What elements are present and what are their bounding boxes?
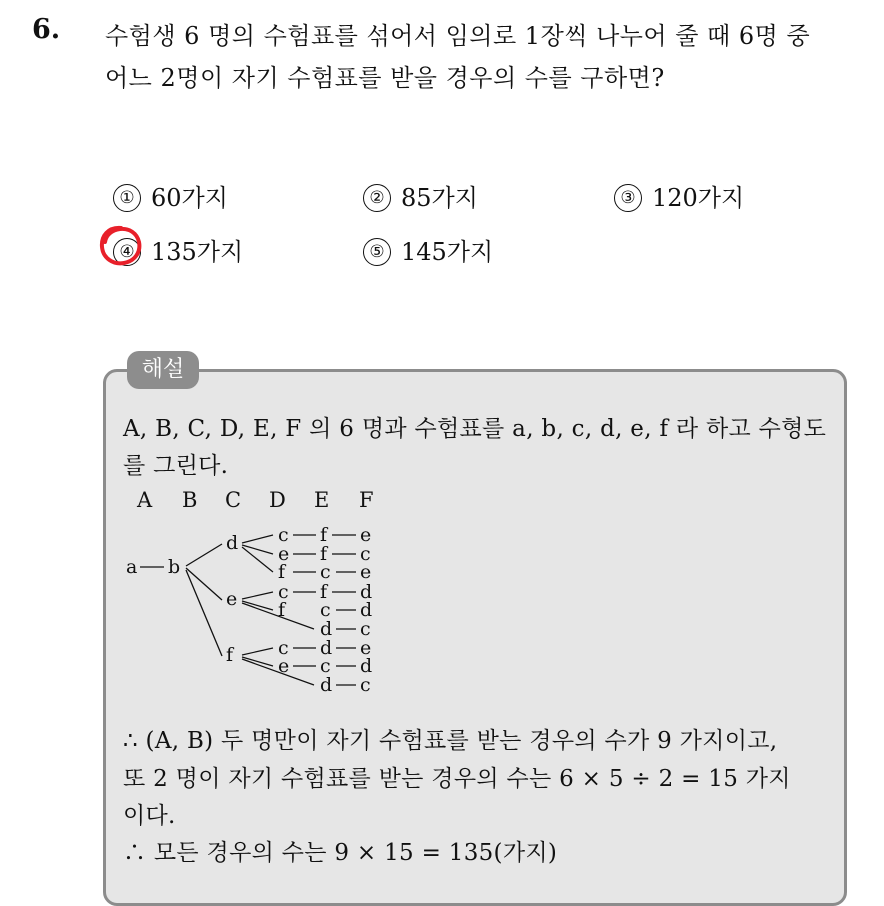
svg-text:e: e: [360, 561, 372, 583]
tree-root-b: b: [168, 556, 181, 578]
svg-text:c: c: [278, 524, 289, 546]
tree-root-a: a: [126, 556, 138, 578]
choice-1-number: ①: [113, 184, 141, 212]
choice-5-number: ⑤: [363, 238, 391, 266]
question-text-line2: 어느 2명이 자기 수험표를 받을 경우의 수를 구하면?: [105, 64, 665, 92]
choice-1[interactable]: [113, 178, 228, 213]
svg-text:c: c: [360, 543, 371, 565]
explanation-tag: 해설: [127, 351, 199, 389]
svg-text:d: d: [320, 637, 333, 659]
svg-text:c: c: [360, 674, 371, 696]
explanation-line4: 또 2 명이 자기 수험표를 받는 경우의 수는 6 × 5 ÷ 2 = 15 가지: [123, 766, 791, 792]
svg-text:c: c: [320, 655, 331, 677]
tree-header-B: B: [182, 488, 198, 512]
svg-text:d: d: [320, 674, 333, 696]
tree-row-3-3: [320, 674, 371, 696]
svg-text:f: f: [320, 543, 328, 565]
svg-text:e: e: [360, 637, 372, 659]
svg-text:d: d: [360, 581, 373, 603]
tree-diagram: [118, 480, 418, 700]
svg-text:d: d: [360, 599, 373, 621]
tree-c-e: e: [226, 588, 238, 610]
choice-1-label: 60가지: [151, 184, 228, 212]
choice-3-label: 120가지: [652, 184, 745, 212]
tree-c-f: f: [226, 644, 234, 666]
tree-c-d: d: [226, 532, 239, 554]
svg-text:d: d: [360, 655, 373, 677]
svg-text:d: d: [320, 618, 333, 640]
svg-text:c: c: [278, 637, 289, 659]
svg-text:f: f: [278, 599, 286, 621]
tree-header-A: A: [137, 488, 153, 512]
svg-text:c: c: [278, 581, 289, 603]
svg-text:e: e: [278, 655, 290, 677]
tree-header-C: C: [225, 488, 242, 512]
tree-header-D: D: [269, 488, 286, 512]
svg-text:c: c: [320, 561, 331, 583]
question-text-line1: 수험생 6 명의 수험표를 섞어서 임의로 1장씩 나누어 줄 때 6명 중: [105, 22, 811, 50]
choice-4-number: ④: [113, 238, 141, 266]
svg-text:c: c: [360, 618, 371, 640]
tree-header-F: F: [359, 488, 374, 512]
explanation-line2: 를 그린다.: [123, 453, 229, 479]
choice-5-label: 145가지: [401, 238, 494, 266]
question-number: 6.: [32, 14, 61, 45]
choice-5[interactable]: [363, 232, 493, 267]
choice-2-label: 85가지: [401, 184, 478, 212]
choice-2[interactable]: [363, 178, 478, 213]
tree-header-E: E: [314, 488, 330, 512]
svg-text:f: f: [320, 524, 328, 546]
choice-2-number: ②: [363, 184, 391, 212]
svg-text:f: f: [278, 561, 286, 583]
choice-4-label: 135가지: [151, 238, 244, 266]
explanation-line6: ∴ 모든 경우의 수는 9 × 15 = 135(가지): [123, 840, 558, 866]
tree-row-1-3: [278, 561, 371, 583]
answer-circle-mark-icon: [98, 224, 144, 268]
svg-text:c: c: [320, 599, 331, 621]
explanation-line3: ∴ (A, B) 두 명만이 자기 수험표를 받는 경우의 수가 9 가지이고,: [123, 728, 778, 754]
svg-text:f: f: [320, 581, 328, 603]
svg-text:e: e: [360, 524, 372, 546]
choice-3[interactable]: [614, 178, 744, 213]
choice-3-number: ③: [614, 184, 642, 212]
svg-text:e: e: [278, 543, 290, 565]
explanation-line1: A, B, C, D, E, F 의 6 명과 수험표를 a, b, c, d, e, f 라 하고 수형도: [123, 416, 827, 442]
explanation-line5: 이다.: [123, 803, 176, 829]
